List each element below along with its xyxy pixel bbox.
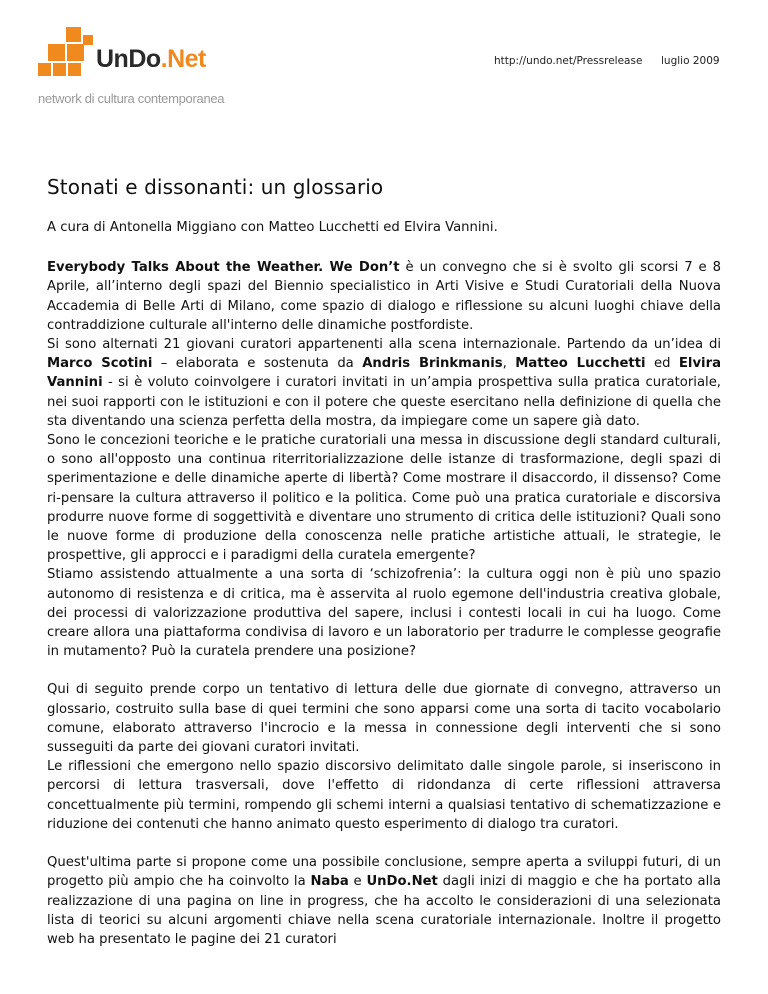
name-undo-net: UnDo.Net: [366, 874, 438, 890]
paragraph-6: Le riflessioni che emergono nello spazio discorsivo delimitato dalle singole parole, si inseriscono in percorsi di lettura trasversali, dove l'effetto di ridondanza di certe riflessioni attraversa concettualmente più termini, rompendo gli schemi interni a qualsiasi tentativo di schematizzazione e riduzione dei contenuti che hanno animato questo esperimento di dialogo tra curatori.: [47, 759, 721, 832]
logo-wordmark: [96, 44, 206, 74]
name-marco-scotini: Marco Scotini: [47, 356, 153, 372]
paragraph-4: Stiamo assistendo attualmente a una sorta di ‘schizofrenia’: la cultura oggi non è più uno spazio autonomo di resistenza e di critica, ma è asservita al ruolo egemone dell'industria creativa globale, dei processi di valorizzazione produttiva del sapere, inclusi i contesti locali in cui ha luogo. Come creare allora una piattaforma condivisa di lavoro e un laboratorio per tradurre le complesse geografie in mutamento? Può la curatela prendere una posizione?: [47, 567, 721, 660]
name-andris-brinkmanis: Andris Brinkmanis: [362, 356, 503, 372]
undo-net-logo[interactable]: [38, 27, 238, 117]
logo-tagline: network di cultura contemporanea: [38, 91, 225, 106]
paragraph-7: Quest'ultima parte si propone come una possibile conclusione, sempre aperta a sviluppi futuri, di un progetto più ampio che ha coinvolto la Naba e UnDo.Net dagli inizi di maggio e che ha portato alla realizzazione di una pagina on line in progress, che ha accolto le considerazioni di una selezionata lista di teorici su alcuni argomenti chiave nella scena curatoriale internazionale. Inoltre il progetto web ha presentato le pagine dei 21 curatori: [47, 855, 721, 947]
paragraph-5: Qui di seguito prende corpo un tentativo di lettura delle due giornate di convegno, attraverso un glossario, costruito sulla base di quei termini che sono apparsi come una sorta di tacito vocabolario comune, elaborato attraverso l'incrocio e la messa in connessione degli interventi che si sono susseguiti da parte dei giovani curatori invitati.: [47, 682, 721, 756]
logo-squares-icon: [38, 27, 98, 87]
paragraph-3: Sono le concezioni teoriche e le pratiche curatoriali una messa in discussione degli standard culturali, o sono all'opposto una continua riterritorializzazione delle istanze di trasformazione, degli spazi di sperimentazione e delle dinamiche aperte di libertà? Come mostrare il disaccordo, il dissenso? Come ri-pensare la cultura attraverso il politico e la politica. Come può una pratica curatoriale e discorsiva produrre nuove forme di soggettività e diventare uno strumento di critica delle istituzioni? Quali sono le nuove forme di produzione della conoscenza nelle pratiche artistiche attuali, le strategie, le prospettive, gli approcci e i paradigmi della curatela emergente?: [47, 433, 721, 564]
name-matteo-lucchetti: Matteo Lucchetti: [515, 356, 646, 372]
header-url[interactable]: http://undo.net/Pressrelease: [494, 55, 643, 67]
paragraph-2: Si sono alternati 21 giovani curatori appartenenti alla scena internazionale. Partendo da un’idea di Marco Scotini – elaborata e sostenuta da Andris Brinkmanis, Matteo Lucchetti ed Elvira Vannini - si è voluto coinvolgere i curatori invitati in un’ampia prospettiva sulla pratica curatoriale, nei suoi rapporti con le istituzioni e con il potere che queste esercitano nella definizione di quella che sta diventando una scienza perfetta della mostra, da impiegare come un sapere già dato.: [47, 337, 721, 429]
logo-word-net: .Net: [160, 45, 206, 73]
paragraph-1: Everybody Talks About the Weather. We Don’t è un convegno che si è svolto gli scorsi 7 e 8 Aprile, all’interno degli spazi del Biennio specialistico in Arti Visive e Studi Curatoriali della Nuova Accademia di Belle Arti di Milano, come spazio di dialogo e riflessione su alcuni luoghi chiave della contraddizione culturale all'interno delle dinamiche postfordiste.: [47, 260, 722, 333]
byline: A cura di Antonella Miggiano con Matteo Lucchetti ed Elvira Vannini.: [47, 220, 498, 235]
header-date: luglio 2009: [661, 55, 720, 67]
event-title: Everybody Talks About the Weather. We Don’t: [47, 260, 400, 276]
article-body: [47, 218, 721, 949]
name-naba: Naba: [310, 874, 349, 890]
logo-word-undo: UnDo: [96, 45, 161, 73]
name-elvira-vannini: Elvira Vannini: [47, 356, 721, 391]
page-title: Stonati e dissonanti: un glossario: [47, 175, 384, 199]
